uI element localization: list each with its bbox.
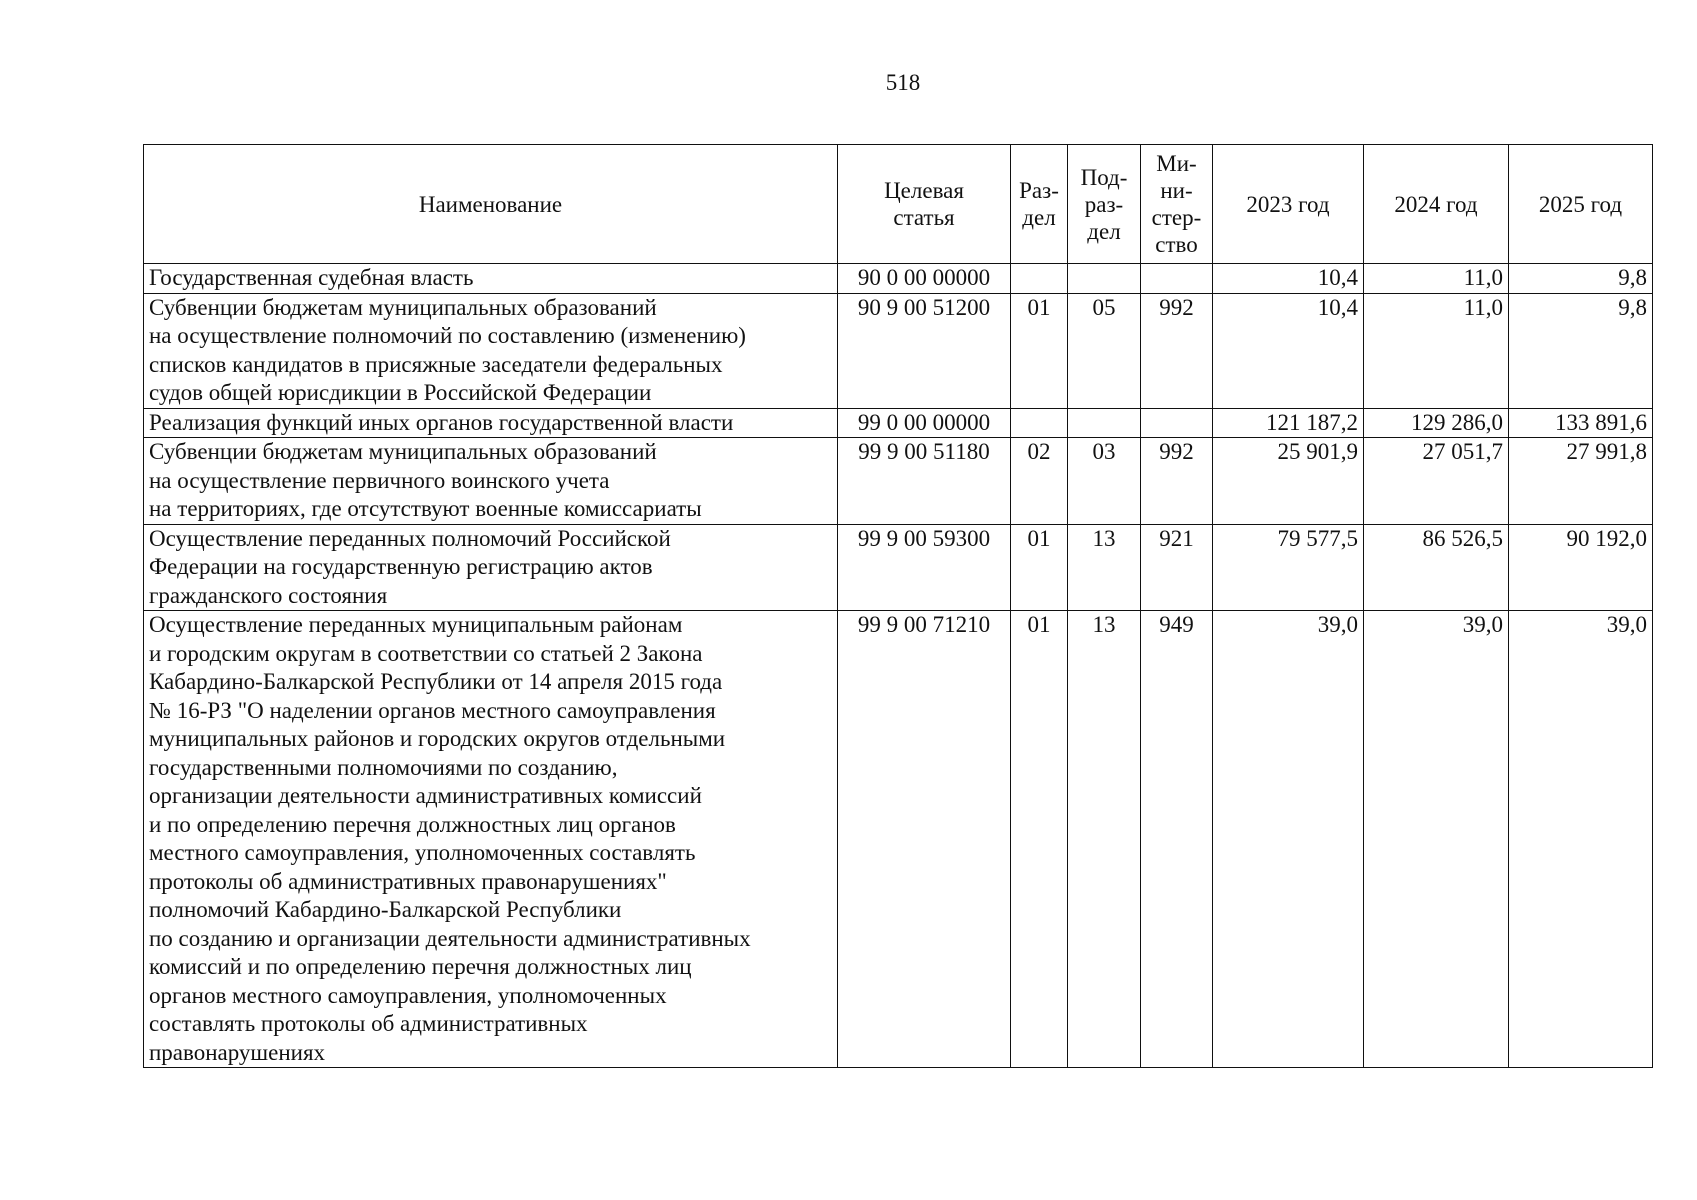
row-value-2025: 9,8 (1509, 293, 1653, 408)
row-target-code: 99 9 00 51180 (838, 438, 1011, 525)
row-ministry: 992 (1141, 438, 1213, 525)
row-target-code: 90 0 00 00000 (838, 264, 1011, 294)
row-value-2024: 27 051,7 (1364, 438, 1509, 525)
row-value-2025: 27 991,8 (1509, 438, 1653, 525)
table-row (144, 524, 1653, 611)
row-section (1011, 264, 1068, 294)
row-value-2025: 90 192,0 (1509, 524, 1653, 611)
row-section: 01 (1011, 611, 1068, 1068)
header-target-article: Целевая статья (838, 145, 1011, 264)
row-ministry (1141, 264, 1213, 294)
row-section: 01 (1011, 524, 1068, 611)
header-name: Наименование (144, 145, 838, 264)
table-row (144, 611, 1653, 1068)
row-name: Субвенции бюджетам муниципальных образований на осуществление полномочий по составлению (изменению) списков кандидатов в присяжные заседатели федеральных судов общей юрисдикции в Российской Федерации (144, 293, 838, 408)
row-subsection: 05 (1068, 293, 1141, 408)
row-subsection: 13 (1068, 611, 1141, 1068)
row-name: Осуществление переданных полномочий Российской Федерации на государственную регистрацию актов гражданского состояния (144, 524, 838, 611)
row-value-2023: 10,4 (1213, 264, 1364, 294)
row-target-code: 99 9 00 59300 (838, 524, 1011, 611)
row-target-code: 99 9 00 71210 (838, 611, 1011, 1068)
header-ministry: Ми- ни- стер- ство (1141, 145, 1213, 264)
row-value-2023: 121 187,2 (1213, 408, 1364, 438)
header-subsection: Под- раз- дел (1068, 145, 1141, 264)
row-value-2024: 86 526,5 (1364, 524, 1509, 611)
row-ministry (1141, 408, 1213, 438)
row-value-2025: 9,8 (1509, 264, 1653, 294)
header-2023: 2023 год (1213, 145, 1364, 264)
row-target-code: 99 0 00 00000 (838, 408, 1011, 438)
row-name: Осуществление переданных муниципальным районам и городским округам в соответствии со статьей 2 Закона Кабардино-Балкарской Республики от 14 апреля 2015 года № 16-РЗ "О наделении органов местного самоуправления муниципальных районов и городских округов отдельными государственными полномочиями по созданию, организации деятельности административных комиссий и по определению перечня должностных лиц органов местного самоуправления, уполномоченных составлять протоколы об административных правонарушениях" полномочий Кабардино-Балкарской Республики по созданию и организации деятельности административных комиссий и по определению перечня должностных лиц органов местного самоуправления, уполномоченных составлять протоколы об административных правонарушениях (144, 611, 838, 1068)
row-ministry: 921 (1141, 524, 1213, 611)
table-row (144, 293, 1653, 408)
row-ministry: 992 (1141, 293, 1213, 408)
row-value-2023: 25 901,9 (1213, 438, 1364, 525)
row-value-2024: 11,0 (1364, 264, 1509, 294)
row-target-code: 90 9 00 51200 (838, 293, 1011, 408)
row-value-2024: 39,0 (1364, 611, 1509, 1068)
row-section: 01 (1011, 293, 1068, 408)
row-subsection: 03 (1068, 438, 1141, 525)
row-name: Государственная судебная власть (144, 264, 838, 294)
row-value-2023: 79 577,5 (1213, 524, 1364, 611)
row-value-2025: 133 891,6 (1509, 408, 1653, 438)
header-section: Раз- дел (1011, 145, 1068, 264)
page-number: 518 (885, 70, 921, 95)
row-value-2024: 11,0 (1364, 293, 1509, 408)
header-2025: 2025 год (1509, 145, 1653, 264)
row-value-2024: 129 286,0 (1364, 408, 1509, 438)
row-section (1011, 408, 1068, 438)
row-value-2025: 39,0 (1509, 611, 1653, 1068)
row-subsection: 13 (1068, 524, 1141, 611)
row-name: Реализация функций иных органов государственной власти (144, 408, 838, 438)
budget-table (143, 144, 1653, 1068)
row-section: 02 (1011, 438, 1068, 525)
row-name: Субвенции бюджетам муниципальных образований на осуществление первичного воинского учета на территориях, где отсутствуют военные комиссариаты (144, 438, 838, 525)
row-subsection (1068, 264, 1141, 294)
table-row (144, 408, 1653, 438)
row-value-2023: 10,4 (1213, 293, 1364, 408)
row-ministry: 949 (1141, 611, 1213, 1068)
row-value-2023: 39,0 (1213, 611, 1364, 1068)
table-header-row (144, 145, 1653, 264)
row-subsection (1068, 408, 1141, 438)
table-row (144, 264, 1653, 294)
table-row (144, 438, 1653, 525)
header-2024: 2024 год (1364, 145, 1509, 264)
